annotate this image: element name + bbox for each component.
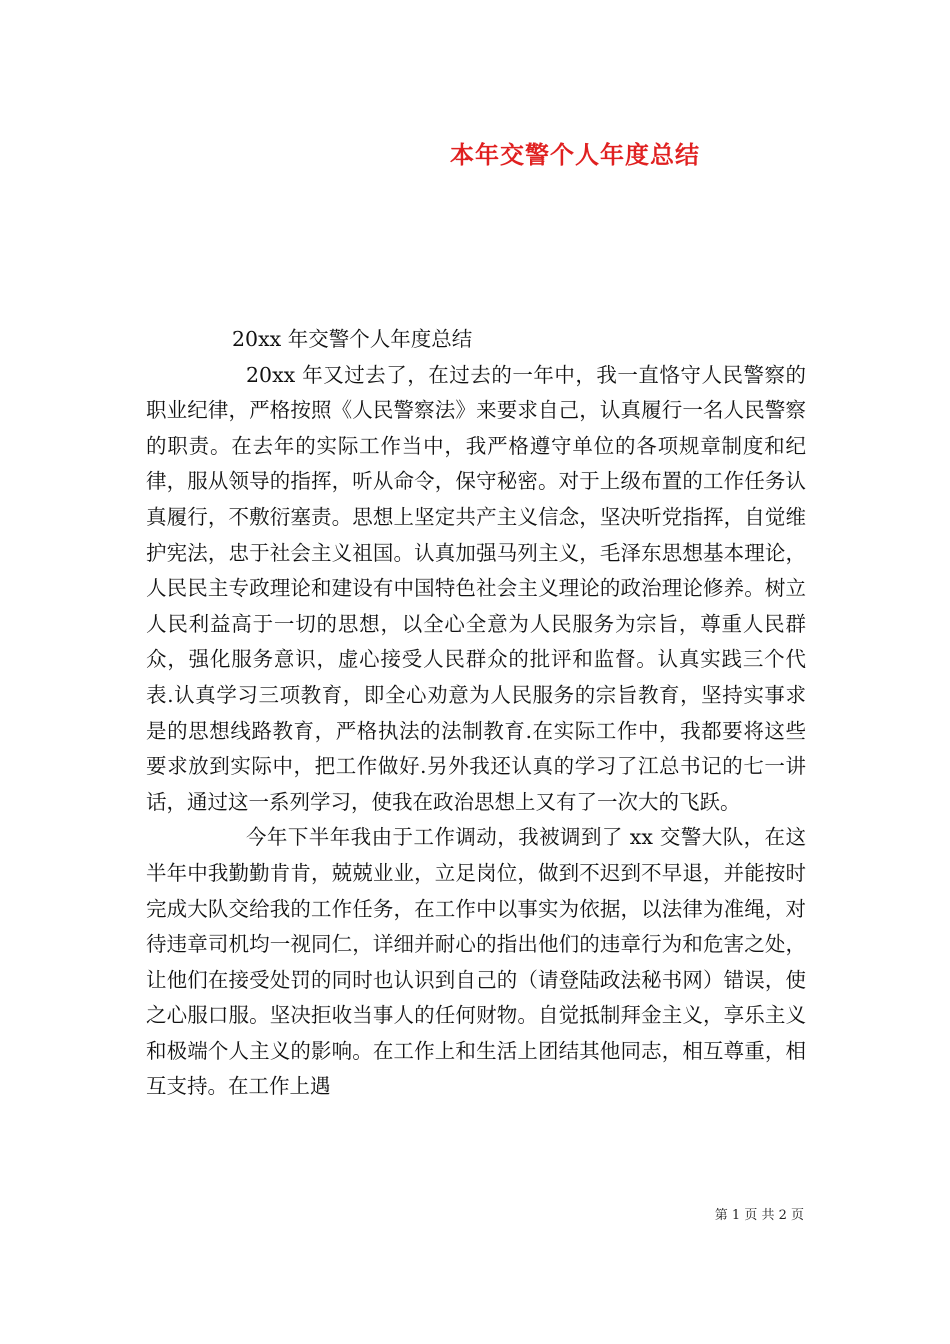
document-body xyxy=(146,322,806,1105)
page-footer: 第 1 页 共 2 页 xyxy=(714,1208,804,1223)
document-title: 本年交警个人年度总结 xyxy=(450,141,700,169)
paragraph-2: 今年下半年我由于工作调动，我被调到了 xx 交警大队，在这半年中我勤勤肯肯，兢兢业业，立足岗位，做到不迟到不早退，并能按时完成大队交给我的工作任务，在工作中以事实为依据，以法律为准绳，对待违章司机均一视同仁，详细并耐心的指出他们的违章行为和危害之处，让他们在接受处罚的同时也认识到自己的（请登陆政法秘书网）错误，使之心服口服。坚决拒收当事人的任何财物。自觉抵制拜金主义，享乐主义和极端个人主义的影响。在工作上和生活上团结其他同志，相互尊重，相互支持。在工作上遇 xyxy=(146,825,806,1099)
paragraph-1: 20xx 年又过去了，在过去的一年中，我一直恪守人民警察的职业纪律，严格按照《人民警察法》来要求自己，认真履行一名人民警察的职责。在去年的实际工作当中，我严格遵守单位的各项规章制度和纪律，服从领导的指挥，听从命令，保守秘密。对于上级布置的工作任务认真履行，不敷衍塞责。思想上坚定共产主义信念，坚决听党指挥，自觉维护宪法，忠于社会主义祖国。认真加强马列主义，毛泽东思想基本理论，人民民主专政理论和建设有中国特色社会主义理论的政治理论修养。树立人民利益高于一切的思想，以全心全意为人民服务为宗旨，尊重人民群众，强化服务意识，虚心接受人民群众的批评和监督。认真实践三个代表.认真学习三项教育，即全心劝意为人民服务的宗旨教育，坚持实事求是的思想线路教育，严格执法的法制教育.在实际工作中，我都要将这些要求放到实际中，把工作做好.另外我还认真的学习了江总书记的七一讲话，通过这一系列学习，使我在政治思想上又有了一次大的飞跃。 xyxy=(146,362,806,814)
document-subtitle: 20xx 年交警个人年度总结 xyxy=(232,327,473,351)
